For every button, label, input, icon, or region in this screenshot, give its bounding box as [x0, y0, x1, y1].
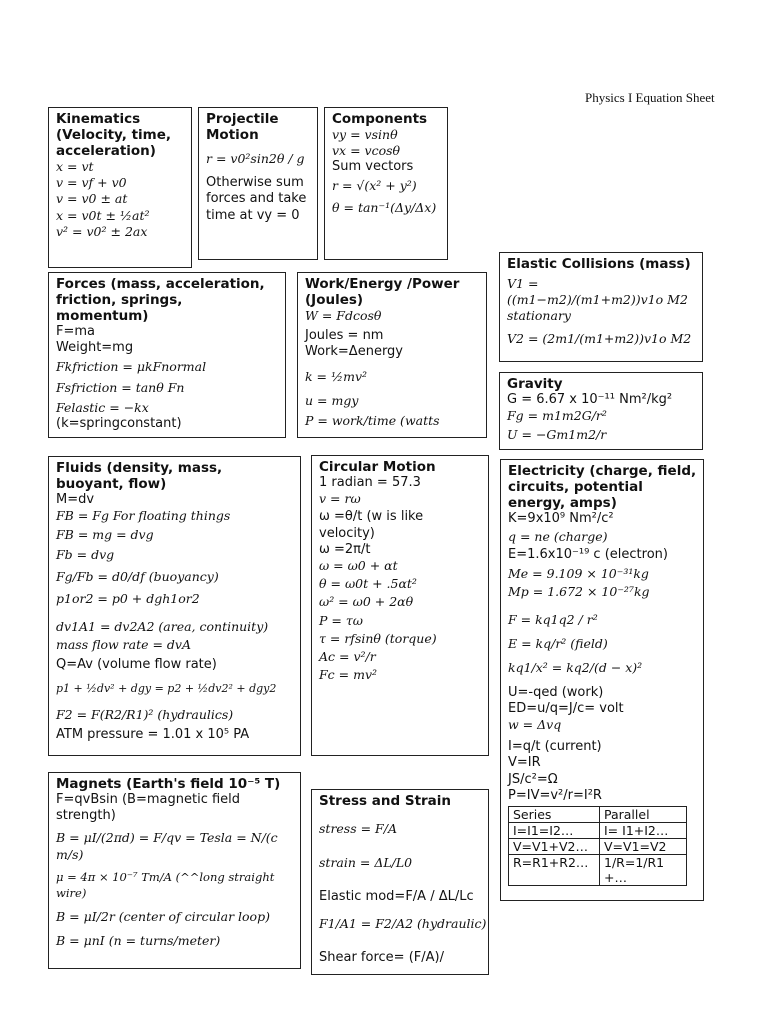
formula: ω² = ω0 + 2αθ — [319, 594, 414, 610]
formula: strain = ΔL/L0 — [319, 855, 413, 871]
formula: Weight=mg — [56, 340, 134, 356]
table-cell: I=I1=I2… — [509, 823, 600, 839]
formula: P = work/time (watts — [305, 413, 440, 429]
formula: p1or2 = p0 + dgh1or2 — [56, 591, 200, 607]
formula: ATM pressure = 1.01 x 10⁵ PA — [56, 727, 250, 743]
formula: Fsfriction = tanθ Fn — [56, 379, 185, 395]
formula: w = Δvq — [508, 717, 562, 733]
formula: U = −Gm1m2/r — [507, 427, 607, 443]
formula: dv1A1 = dv2A2 (area, continuity) — [56, 619, 269, 635]
projectile-title: Projectile Motion — [206, 111, 279, 143]
formula: r = v0²sin2θ / g — [206, 151, 305, 166]
formula: k = ½mv² — [305, 368, 368, 384]
magnets-box — [48, 772, 301, 969]
components-title: Components — [332, 111, 428, 127]
formula: x = v0t ± ½at² — [56, 207, 150, 223]
formula: Joules = nm — [305, 328, 384, 344]
formula: Fb = dvg — [56, 546, 115, 562]
formula: F1/A1 = F2/A2 (hydraulic) — [319, 915, 487, 931]
formula: q = ne (charge) — [508, 529, 608, 545]
table-row — [509, 855, 687, 886]
formula: Elastic mod=F/A / ΔL/Lc — [319, 889, 474, 905]
formula: I=q/t (current) — [508, 739, 602, 755]
note: Otherwise sum forces and take time at vy = 0 — [206, 175, 307, 223]
formula: Fg/Fb = d0/df (buoyancy) — [56, 568, 219, 584]
circular-title: Circular Motion — [319, 459, 436, 475]
formula: FB = mg = dvg — [56, 527, 154, 543]
formula: r = √(x² + y²) — [332, 177, 417, 193]
table-header-row — [509, 807, 687, 823]
circular-box — [311, 455, 489, 756]
formula: vy = vsinθ — [332, 127, 398, 142]
work-title: Work/Energy /Power (Joules) — [305, 276, 460, 308]
work-box — [297, 272, 487, 438]
table-row — [509, 823, 687, 839]
kinematics-box — [48, 107, 192, 268]
formula: F=ma — [56, 324, 95, 339]
note: (k=springconstant) — [56, 416, 182, 432]
formula: P = τω — [319, 612, 363, 628]
formula: Q=Av (volume flow rate) — [56, 656, 217, 672]
electricity-box — [500, 459, 704, 901]
table-row — [509, 839, 687, 855]
forces-box — [48, 272, 286, 438]
fluids-box — [48, 456, 301, 756]
formula: M=dv — [56, 492, 95, 507]
formula: 1 radian = 57.3 — [319, 475, 421, 490]
formula: Felastic = −kx — [56, 399, 149, 415]
formula: vx = vcosθ — [332, 143, 401, 159]
table-cell: V=V1+V2… — [509, 839, 600, 855]
formula: v = vf + v0 — [56, 175, 127, 191]
stress-box — [311, 789, 489, 975]
formula: B = μnI (n = turns/meter) — [56, 933, 221, 949]
formula: Fkfriction = μkFnormal — [56, 359, 207, 375]
formula: ED=u/q=J/c= volt — [508, 700, 624, 716]
formula: θ = ω0t + .5αt² — [319, 576, 417, 592]
formula: v = v0 ± at — [56, 191, 128, 207]
formula: θ = tan⁻¹(Δy/Δx) — [332, 199, 437, 215]
table-cell: I= I1+I2… — [600, 823, 687, 839]
formula: E=1.6x10⁻¹⁹ c (electron) — [508, 547, 668, 563]
formula: v² = v0² ± 2ax — [56, 223, 148, 239]
gravity-box — [499, 372, 703, 450]
formula: V=IR — [508, 755, 541, 771]
table-cell: V=V1=V2 — [600, 839, 687, 855]
formula: x = vt — [56, 159, 94, 174]
formula: K=9x10⁹ Nm²/c² — [508, 511, 614, 526]
circuit-table — [508, 806, 687, 886]
formula: U=-qed (work) — [508, 684, 604, 700]
components-box — [324, 107, 448, 260]
formula: B = μI/2r (center of circular loop) — [56, 909, 270, 925]
formula: P=IV=v²/r=I²R — [508, 787, 602, 803]
magnets-title: Magnets (Earth's field 10⁻⁵ T) — [56, 776, 281, 792]
formula: Shear force= (F/A)/ — [319, 949, 444, 965]
fluids-title: Fluids (density, mass, buoyant, flow) — [56, 460, 223, 492]
elastic-title: Elastic Collisions (mass) — [507, 256, 691, 272]
forces-title: Forces (mass, acceleration, friction, springs, momentum) — [56, 276, 265, 324]
table-header: Parallel — [600, 807, 687, 823]
kinematics-title: Kinematics (Velocity, time, acceleration) — [56, 111, 172, 159]
formula: F2 = F(R2/R1)² (hydraulics) — [56, 707, 234, 723]
formula: JS/c²=Ω — [508, 771, 558, 787]
formula: B = μI/(2πd) = F/qv = Tesla = N/(c m/s) — [56, 830, 278, 862]
formula: Fg = m1m2G/r² — [507, 408, 607, 424]
sheet-title: Physics I Equation Sheet — [585, 90, 715, 105]
note: Sum vectors — [332, 159, 414, 175]
formula: mass flow rate = dvA — [56, 637, 192, 653]
formula: μ = 4π × 10⁻⁷ Tm/A (^^long straight wire) — [56, 869, 275, 901]
formula: kq1/x² = kq2/(d − x)² — [508, 660, 643, 676]
electricity-title: Electricity (charge, field, circuits, potential energy, amps) — [508, 463, 697, 511]
table-cell: 1/R=1/R1 +… — [600, 855, 687, 886]
formula: p1 + ½dv² + dgy = p2 + ½dv2² + dgy2 — [56, 681, 277, 695]
table-cell: R=R1+R2… — [509, 855, 600, 886]
formula: v = rω — [319, 491, 361, 507]
formula: stress = F/A — [319, 821, 397, 836]
formula: u = mgy — [305, 392, 359, 408]
table-header: Series — [509, 807, 600, 823]
formula: Fc = mv² — [319, 667, 378, 683]
formula: Ac = v²/r — [319, 649, 376, 665]
formula: τ = rfsinθ (torque) — [319, 630, 437, 646]
formula: G = 6.67 x 10⁻¹¹ Nm²/kg² — [507, 392, 673, 407]
projectile-box — [198, 107, 318, 260]
formula: ω =θ/t (w is like velocity) — [319, 509, 424, 541]
formula: ω =2π/t — [319, 541, 371, 557]
formula: Me = 9.109 × 10⁻³¹kg — [508, 565, 649, 581]
formula: W = Fdcosθ — [305, 308, 382, 323]
formula: FB = Fg For floating things — [56, 508, 231, 524]
elastic-box — [499, 252, 703, 362]
gravity-title: Gravity — [507, 376, 563, 392]
formula: V1 = ((m1−m2)/(m1+m2))v1o M2 stationary — [507, 276, 688, 324]
formula: E = kq/r² (field) — [508, 636, 608, 652]
formula: Mp = 1.672 × 10⁻²⁷kg — [508, 583, 650, 599]
formula: V2 = (2m1/(m1+m2))v1o M2 — [507, 330, 692, 346]
stress-title: Stress and Strain — [319, 793, 452, 809]
formula: Work=Δenergy — [305, 344, 404, 360]
formula: ω = ω0 + αt — [319, 558, 398, 574]
formula: F=qvBsin (B=magnetic field strength) — [56, 792, 241, 824]
formula: F = kq1q2 / r² — [508, 612, 598, 628]
